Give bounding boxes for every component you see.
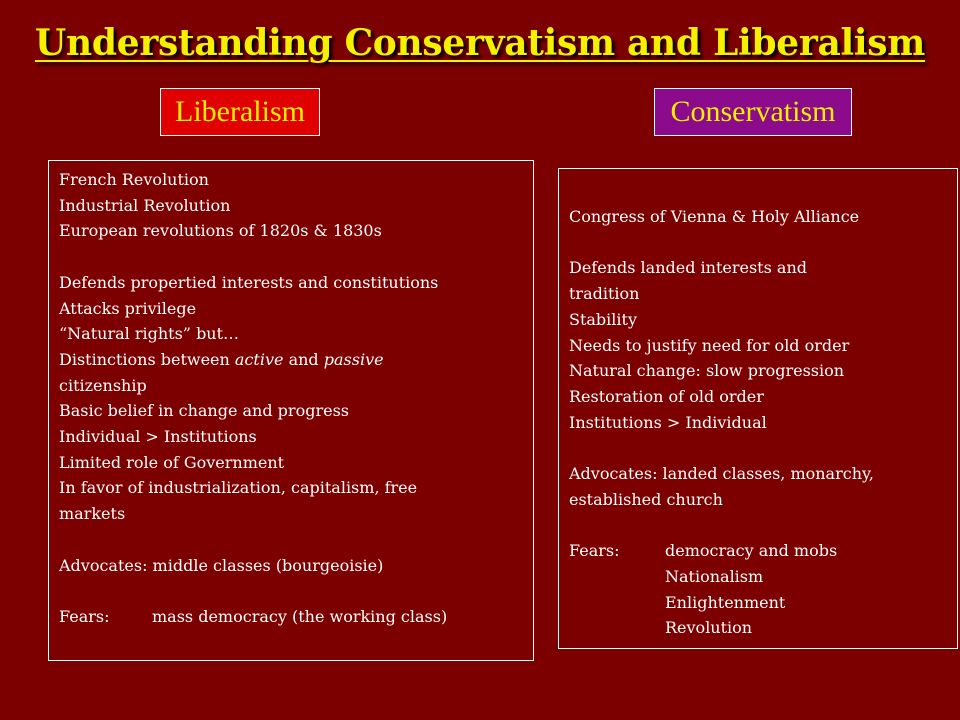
spacer — [59, 244, 533, 270]
and-word: and — [283, 349, 324, 369]
fears-label: Fears: — [569, 541, 620, 561]
fear-item: democracy and mobs — [665, 541, 838, 561]
liberalism-belief-item: In favor of industrialization, capitalism, free — [59, 478, 418, 498]
liberalism-belief-item: citizenship — [59, 375, 147, 395]
fears-label: Fears: — [59, 606, 110, 626]
spacer — [59, 527, 533, 553]
liberalism-fears — [59, 604, 533, 630]
fear-item: mass democracy (the working class) — [152, 606, 448, 626]
conservatism-belief-item: Needs to justify need for old order — [569, 335, 850, 355]
fear-item: Nationalism — [665, 566, 764, 586]
liberalism-origin-item: Industrial Revolution — [59, 195, 231, 215]
conservatism-belief-item: Institutions > Individual — [569, 412, 767, 432]
liberalism-belief-item: Defends propertied interests and constitutions — [59, 272, 439, 292]
liberalism-origin-item: European revolutions of 1820s & 1830s — [59, 221, 382, 241]
liberalism-belief-item: Individual > Institutions — [59, 427, 257, 447]
spacer — [569, 512, 957, 538]
spacer — [569, 435, 957, 461]
liberalism-belief-item: markets — [59, 504, 126, 524]
liberalism-advocates: Advocates: middle classes (bourgeoisie) — [59, 555, 384, 575]
conservatism-advocates: Advocates: landed classes, monarchy, — [569, 464, 875, 483]
liberalism-belief-item: “Natural rights” but… — [59, 324, 240, 344]
conservatism-belief-item: Natural change: slow progression — [569, 361, 845, 381]
fears-list — [665, 538, 837, 641]
conservatism-belief-item: tradition — [569, 284, 640, 304]
spacer — [59, 578, 533, 604]
fears-list — [152, 604, 447, 630]
spacer — [569, 230, 957, 256]
conservatism-origin-item: Congress of Vienna & Holy Alliance — [569, 207, 860, 226]
slide-title: Understanding Conservatism and Liberalism — [34, 22, 926, 64]
conservatism-fears — [569, 538, 957, 641]
conservatism-advocates: established church — [569, 489, 723, 509]
liberalism-belief-item: Basic belief in change and progress — [59, 401, 349, 421]
conservatism-belief-item: Restoration of old order — [569, 386, 764, 406]
fear-item: Revolution — [665, 618, 753, 638]
fear-item: Enlightenment — [665, 592, 786, 612]
liberalism-belief-item: Limited role of Government — [59, 452, 285, 472]
conservatism-belief-item: Stability — [569, 309, 637, 329]
conservatism-label: Conservatism — [654, 88, 852, 136]
liberalism-panel — [48, 160, 534, 661]
distinctions-text: Distinctions between — [59, 349, 235, 369]
liberalism-origin-item: French Revolution — [59, 170, 209, 189]
conservatism-panel — [558, 168, 958, 649]
passive-word: passive — [323, 349, 384, 369]
liberalism-label: Liberalism — [160, 88, 320, 136]
liberalism-belief-item — [59, 347, 533, 373]
active-word: active — [234, 349, 284, 369]
conservatism-belief-item: Defends landed interests and — [569, 258, 807, 278]
liberalism-belief-item: Attacks privilege — [59, 298, 197, 318]
